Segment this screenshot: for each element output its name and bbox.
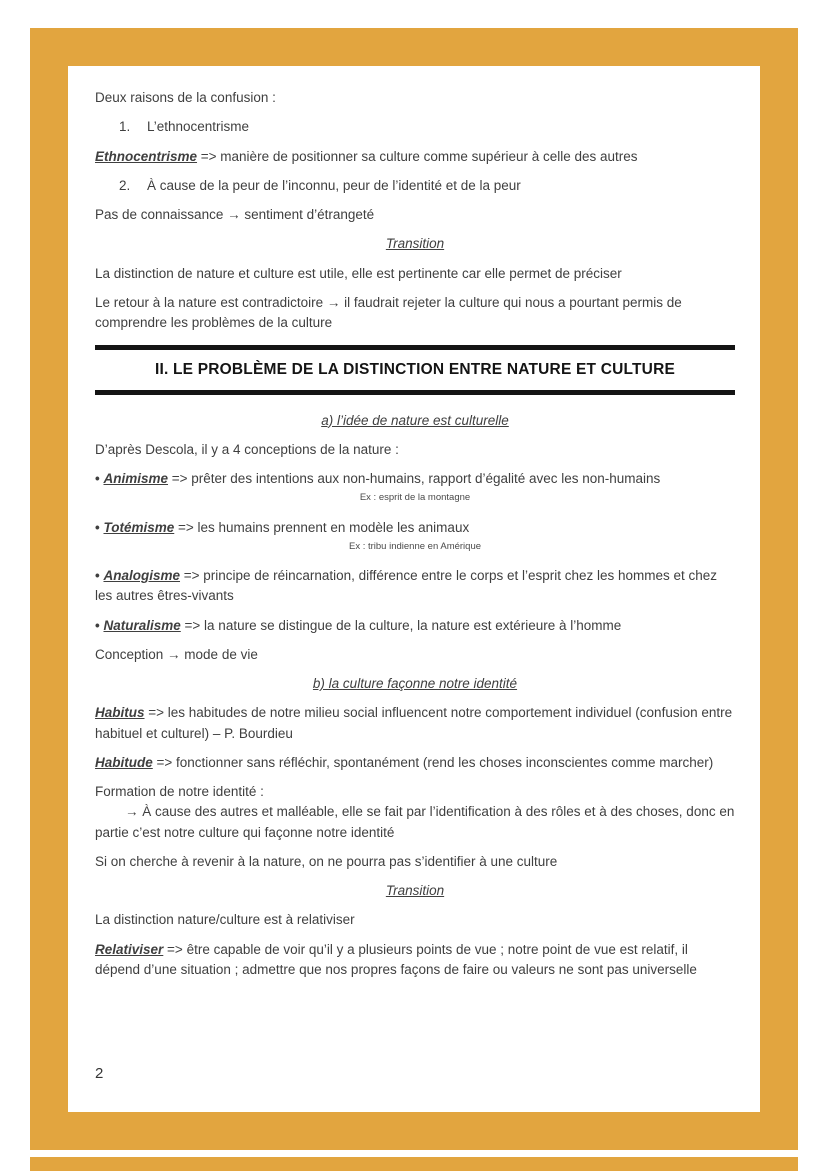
key-term: Animisme <box>103 471 169 486</box>
key-term: Analogisme <box>103 568 181 583</box>
doc-p <box>95 147 735 167</box>
doc-section-heading <box>95 345 735 394</box>
key-term: Relativiser <box>95 941 164 957</box>
text-run: À cause de la peur de l’inconnu, peur de l’identité et de la peur <box>147 177 521 193</box>
document-body <box>95 88 735 989</box>
text-run: II. LE PROBLÈME DE LA DISTINCTION ENTRE NATURE ET CULTURE <box>154 361 676 379</box>
doc-bullet <box>95 518 735 538</box>
text-run: Si on cherche à revenir à la nature, on ne pourra pas s’identifier à une culture <box>95 853 558 869</box>
doc-numbered-item <box>95 176 735 196</box>
text-run: => les habitudes de notre milieu social influencent notre comportement individuel (confusion entre habituel et culturel) – P. Bourdieu <box>95 705 733 741</box>
doc-p-indent <box>95 802 735 843</box>
text-run: D’après Descola, il y a 4 conceptions de la nature : <box>95 441 399 457</box>
text-run: b) la culture façonne notre identité <box>312 676 518 691</box>
text-run: La distinction de nature et culture est utile, elle est pertinente car elle permet de préciser <box>95 265 622 281</box>
text-run: Pas de connaissance → sentiment d’étrangeté <box>95 207 375 222</box>
doc-center-heading <box>95 881 735 901</box>
text-run: => les humains prennent en modèle les animaux <box>174 519 470 535</box>
key-term: Habitus <box>95 705 145 721</box>
doc-p <box>95 703 735 744</box>
doc-bullet <box>95 469 735 489</box>
text-run: a) l’idée de nature est culturelle <box>321 412 509 428</box>
list-number: 2. <box>119 177 131 193</box>
text-run: => la nature se distingue de la culture, la nature est extérieure à l’homme <box>180 617 622 633</box>
doc-example <box>95 491 735 505</box>
doc-p <box>95 440 735 460</box>
doc-p <box>95 645 735 665</box>
text-run: Ex : esprit de la montagne <box>359 492 471 504</box>
page-number: 2 <box>95 1065 104 1082</box>
text-run: → À cause des autres et malléable, elle se fait par l’identification à des rôles et à des choses, donc en partie c’est notre culture qui façonne notre identité <box>95 804 735 840</box>
bullet-icon: • <box>95 617 104 633</box>
text-run: => être capable de voir qu’il y a plusieurs points de vue ; notre point de vue est relatif, il dépend d’une situation ; admettre que nos propres façons de faire ou valeurs ne sont pas universelle <box>95 941 697 977</box>
doc-p <box>95 753 735 773</box>
key-term: Naturalisme <box>103 617 181 633</box>
doc-example <box>95 540 735 554</box>
doc-p <box>95 264 735 284</box>
list-number: 1. <box>119 119 131 135</box>
key-term: Totémisme <box>103 519 175 535</box>
doc-p <box>95 940 735 981</box>
text-run: => manière de positionner sa culture comme supérieur à celle des autres <box>197 148 638 164</box>
doc-bullet <box>95 566 735 607</box>
doc-p-tight <box>95 782 735 802</box>
text-run: Transition <box>385 883 445 898</box>
text-run: Transition <box>385 236 445 252</box>
bullet-icon: • <box>95 568 104 583</box>
doc-p <box>95 910 735 930</box>
bullet-icon: • <box>95 471 104 486</box>
text-run: Ex : tribu indienne en Amérique <box>348 540 482 552</box>
doc-numbered-item <box>95 117 735 137</box>
text-run: => principe de réincarnation, différence entre le corps et l’esprit chez les hommes et chez les autres êtres-vivants <box>95 568 718 604</box>
doc-center-heading <box>95 234 735 254</box>
doc-center-heading <box>95 411 735 431</box>
text-run: La distinction nature/culture est à relativiser <box>95 912 355 928</box>
doc-p <box>95 852 735 872</box>
text-run: Formation de notre identité : <box>95 784 264 799</box>
key-term: Ethnocentrisme <box>95 148 198 164</box>
doc-p <box>95 88 735 108</box>
doc-p <box>95 293 735 334</box>
doc-p <box>95 205 735 225</box>
bullet-icon: • <box>95 519 104 535</box>
text-run: L’ethnocentrisme <box>147 119 250 135</box>
key-term: Habitude <box>95 754 153 770</box>
doc-bullet <box>95 616 735 636</box>
text-run: Le retour à la nature est contradictoire → il faudrait rejeter la culture qui nous a pourtant permis de comprendre les problèmes de la culture <box>95 294 682 330</box>
next-page-frame <box>30 1157 798 1171</box>
text-run: => prêter des intentions aux non-humains, rapport d’égalité avec les non-humains <box>168 471 661 486</box>
text-run: Deux raisons de la confusion : <box>95 90 276 105</box>
doc-center-heading <box>95 674 735 694</box>
text-run: => fonctionner sans réfléchir, spontanément (rend les choses inconscientes comme marcher) <box>152 754 714 770</box>
text-run: Conception → mode de vie <box>95 646 258 662</box>
